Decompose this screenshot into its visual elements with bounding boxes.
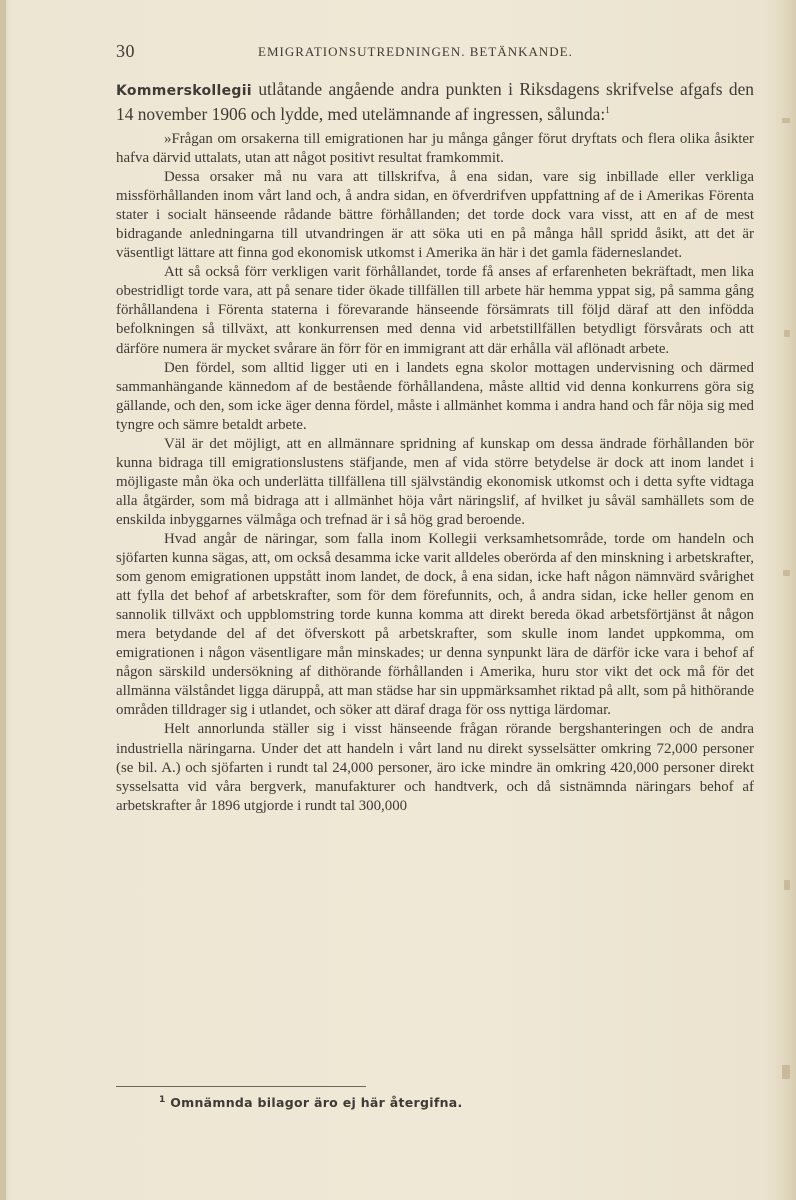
footnote xyxy=(159,1095,463,1110)
paragraph: »Frågan om orsakerna till emigrationen har ju många gånger förut dryftats och flera olika åsikter hafva därvid uttalats, utan att något positivt resultat framkommit. xyxy=(116,131,754,167)
footnote-rule xyxy=(116,1086,366,1087)
paragraph: Väl är det möjligt, att en allmännare spridning af kunskap om dessa ändrade förhållanden bör kunna bidraga till emigrationslustens stäfjande, men af vida större betydelse är dock att inom landet i möjligaste mån öka och underlätta tillfällena till självständig ekonomisk utkomst och i detta syfte vidtaga alla åtgärder, som må bidraga att i allmänhet höja vårt näringslif, af hvilket ju såväl samhällets som de enskilda inbyggarnes välmåga och trefnad är i så hög grad beroende. xyxy=(116,435,754,528)
paper-speck xyxy=(783,570,790,576)
page-right-edge xyxy=(782,0,796,1200)
paper-speck xyxy=(784,330,790,337)
paragraph: Den fördel, som alltid ligger uti en i landets egna skolor mottagen undervisning och därmed sammanhängande kännedom af de bestående förhållandena, måste alltid vid denna konkurrens göra sig gällande, och den, som icke äger denna fördel, måste i allmänhet komma i andra hand och får nöja sig med tyngre och sämre betaldt arbete. xyxy=(116,359,754,433)
page-header xyxy=(116,41,756,63)
paper-speck xyxy=(782,1065,790,1079)
intro-text: utlåtande angående andra punkten i Riksdagens skrifvelse afgafs den 14 november 1906 och lydde, med utelämnande af ingressen, sålunda: xyxy=(116,79,754,124)
paper-speck xyxy=(784,880,790,890)
footnote-text: Omnämnda bilagor äro ej här återgifna. xyxy=(170,1095,463,1110)
footnote-reference: 1 xyxy=(605,104,610,115)
page-number: 30 xyxy=(116,41,135,61)
page-body xyxy=(116,78,754,816)
intro-paragraph xyxy=(116,78,754,125)
footnote-marker: 1 xyxy=(159,1094,166,1105)
intro-bold-name: Kommerskollegii xyxy=(116,83,252,99)
paragraph: Att så också förr verkligen varit förhållandet, torde få anses af erfarenheten bekräftadt, men lika obestridligt torde vara, att på senare tider ökade tillfällen till arbete här hemma yppat sig, på samma gång förhållandena i Förenta staterna i förevarande hänseende försämrats till följd däraf att den infödda befolkningen så tillväxt, att konkurrensen med denna vid arbetstillfällen betydligt försvårats och att därföre numera är mycket svårare än förr för en immigrant att där erhålla väl aflönadt arbete. xyxy=(116,264,754,357)
running-head: EMIGRATIONSUTREDNINGEN. BETÄNKANDE. xyxy=(258,44,573,59)
page-binding-edge xyxy=(0,0,6,1200)
paragraph: Helt annorlunda ställer sig i visst hänseende frågan rörande bergshanteringen och de andra industriella näringarna. Under det att handeln i vårt land nu direkt sysselsätter omkring 72,000 personer (se bil. A.) och sjöfarten i rundt tal 24,000 personer, äro icke mindre än omkring 420,000 personer direkt sysselsatta vid våra bergverk, manufakturer och handtverk, och då sistnämnda näringars behof af arbetskrafter år 1896 utgjorde i rundt tal 300,000 xyxy=(116,721,754,814)
paper-speck xyxy=(782,118,790,123)
paragraph: Dessa orsaker må nu vara att tillskrifva, å ena sidan, vare sig inbillade eller verkliga missförhållanden inom vårt land och, å andra sidan, en öfverdrifven uppfattning af de i Amerikas Förenta stater i socialt hänseende rådande bättre förhållanden; det torde dock vara visst, att en af de mest bidragande anledningarna till utvandringen är att söka uti en på många håll spridd åsikt, att det är väsentligt lättare att finna god ekonomisk utkomst i Amerika än här i det gamla fäderneslandet. xyxy=(116,169,754,262)
paragraph: Hvad angår de näringar, som falla inom Kollegii verksamhetsområde, torde om handeln och sjöfarten kunna sägas, att, om också desamma icke varit alldeles oberörda af den minskning i arbetskrafter, som genom emigrationen uppstått inom landet, de dock, å ena sidan, icke haft någon nämnvärd svårighet att fylla det behof af arbetskrafter, som för dem förefunnits, och, å andra sidan, icke heller genom en sannolik tillväxt och uppblomstring torde kunna komma att direkt bereda ökad arbetsförtjänst åt någon mera betydande del af det öfverskott på arbetskrafter, som skulle inom landet uppkomma, om emigrationen i någon väsentligare mån minskades; ur denna synpunkt lära de därför icke vara i behof af någon särskild undersökning af dithörande förhållanden i Amerika, huru stor vikt det ock må för det allmänna välståndet ligga däruppå, att man städse har sin uppmärksamhet riktad på allt, som på hithörande områden tilldrager sig i utlandet, och söker att däraf draga för oss nyttiga lärdomar. xyxy=(116,530,754,719)
